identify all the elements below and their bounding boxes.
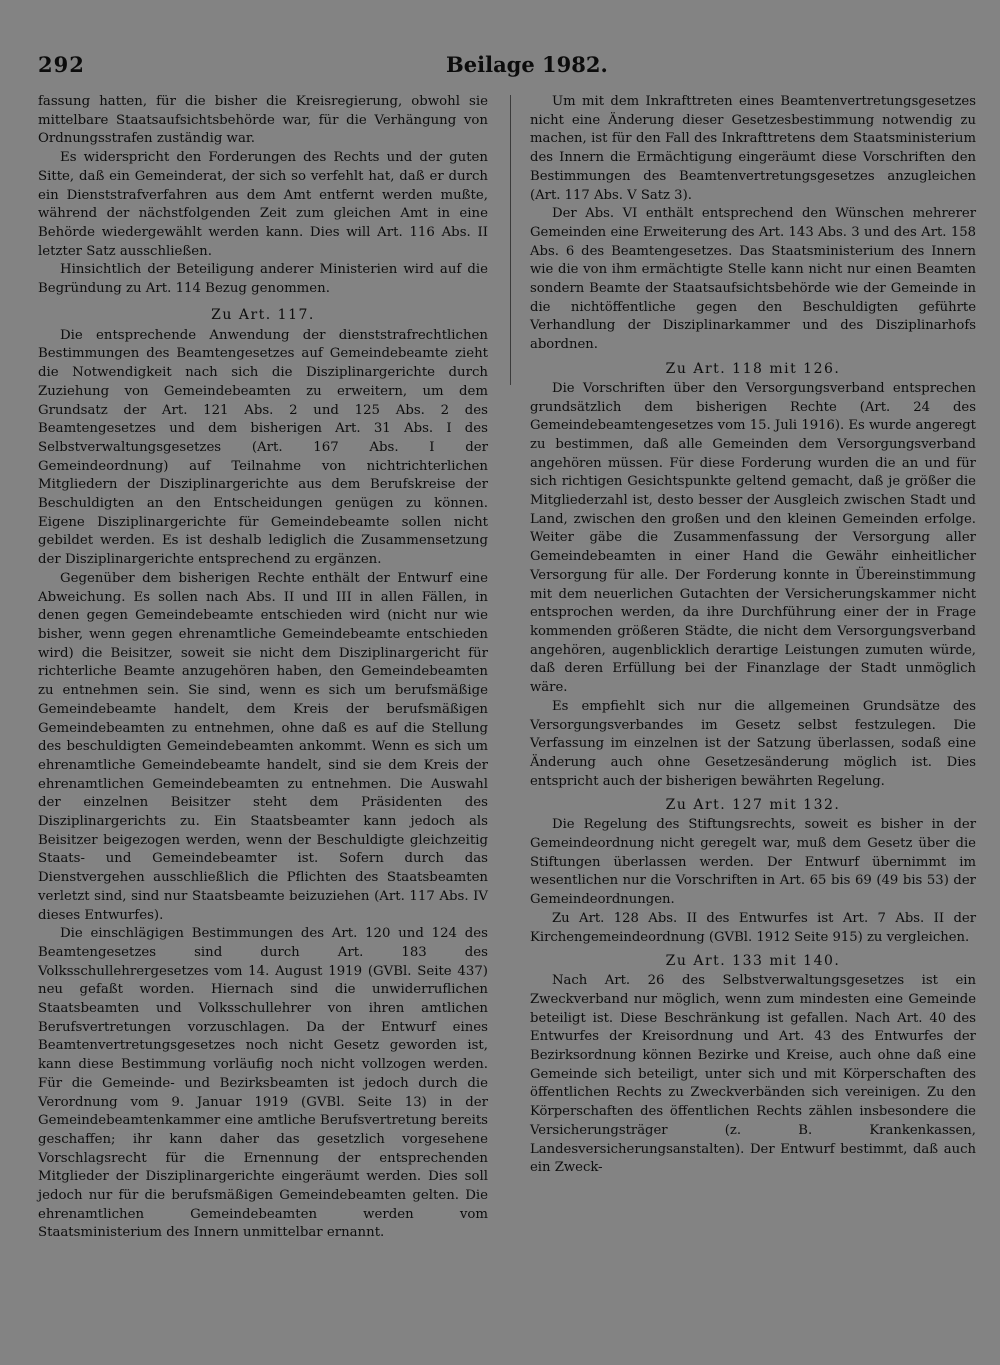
page-header	[38, 52, 968, 84]
section-heading: Zu Art. 133 mit 140.	[665, 953, 841, 970]
section-heading: Zu Art. 118 mit 126.	[665, 360, 841, 377]
paragraph: Die Vorschriften über den Versorgungsverband entsprechen grundsätzlich dem bisherigen Rechte (Art. 24 des Gemeindebeamtengesetzes vom 15. Juli 1916). Es wurde angeregt zu bestimmen, daß alle Gemeinden dem Versorgungsverband angehören müssen. Für diese Forderung wurden die an und für sich richtigen Gesichtspunkte geltend gemacht, daß je größer die Mitgliederzahl ist, desto besser der Ausgleich zwischen Stadt und Land, zwischen den großen und den kleinen Gemeinden erfolge. Weiter gäbe die Zusammenfassung der Versorgung aller Gemeindebeamten in einer Hand die Gewähr einheitlicher Versorgung für alle. Der Forderung konnte in Übereinstimmung mit dem neuerlichen Gutachten der Versicherungskammer nicht entsprochen werden, da ihre Durchführung einer der in Frage kommenden größeren Städte, die nicht dem Versorgungsverband angehören, augenblicklich derartige Leistungen zumuten würde, daß deren Erfüllung bei der Finanzlage der Stadt unmöglich wäre.	[530, 380, 976, 696]
paragraph: fassung hatten, für die bisher die Kreisregierung, obwohl sie mittelbare Staatsaufsichtsbehörde war, für die Verhängung von Ordnungsstrafen zuständig war.	[38, 94, 488, 147]
paragraph: Nach Art. 26 des Selbstverwaltungsgesetzes ist ein Zweckverband nur möglich, wenn zum mindesten eine Gemeinde beteiligt ist. Diese Beschränkung ist gefallen. Nach Art. 40 des Entwurfes der Kreisordnung und Art. 43 des Entwurfes der Bezirksordnung können Bezirke und Kreise, auch ohne daß eine Gemeinde sich beteiligt, unter sich und mit Körperschaften des öffentlichen Rechts zu Zweckverbänden sich vereinigen. Zu den Körperschaften des öffentlichen Rechts zählen insbesondere die Versicherungsträger (z. B. Krankenkassen, Landesversicherungsanstalten). Der Entwurf bestimmt, daß auch ein Zweck-	[530, 973, 976, 1176]
section-heading: Zu Art. 117.	[211, 306, 315, 323]
paragraph: Die einschlägigen Bestimmungen des Art. 120 und 124 des Beamtengesetzes sind durch Art. 183 des Volksschullehrergesetzes vom 14. August 1919 (GVBl. Seite 437) neu gefaßt worden. Hiernach sind die unwiderruflichen Staatsbeamten und Volksschullehrer von ihren amtlichen Berufsvertretungen vorzuschlagen. Da der Entwurf eines Beamtenvertretungsgesetzes noch nicht Gesetz geworden ist, kann diese Bestimmung vorläufig noch nicht vollzogen werden. Für die Gemeinde- und Bezirksbeamten ist jedoch durch die Verordnung vom 9. Januar 1919 (GVBl. Seite 13) in der Gemeindebeamtenkammer eine amtliche Berufsvertretung bereits geschaffen; ihr kann daher das gesetzlich vorgesehene Vorschlagsrecht für die Ernennung der entsprechenden Mitglieder der Disziplinargerichte eingeräumt werden. Dies soll jedoch nur für die berufsmäßigen Gemeindebeamten gelten. Die ehrenamtlichen Gemeindebeamten werden vom Staatsministerium des Innern unmittelbar ernannt.	[38, 926, 488, 1241]
section-heading: Zu Art. 127 mit 132.	[665, 797, 841, 814]
paragraph: Zu Art. 128 Abs. II des Entwurfes ist Art. 7 Abs. II der Kirchengemeindeordnung (GVBl. 1912 Seite 915) zu vergleichen.	[530, 910, 976, 945]
paragraph: Die entsprechende Anwendung der dienststrafrechtlichen Bestimmungen des Beamtengesetzes auf Gemeindebeamte zieht die Notwendigkeit nach sich die Disziplinargerichte durch Zuziehung von Gemeindebeamten zu erweitern, um dem Grundsatz der Art. 121 Abs. 2 und 125 Abs. 2 des Beamtengesetzes und dem bisherigen Art. 31 Abs. I des Selbstverwaltungsgesetzes (Art. 167 Abs. I der Gemeindeordnung) auf Teilnahme von nichtrichterlichen Mitgliedern der Disziplinargerichte aus dem Berufskreise der Beschuldigten an den Entscheidungen genügen zu können. Eigene Disziplinargerichte für Gemeindebeamte sollen nicht gebildet werden. Es ist deshalb lediglich die Zusammensetzung der Disziplinargerichte entsprechend zu ergänzen.	[38, 327, 488, 568]
paragraph: Die Regelung des Stiftungsrechts, soweit es bisher in der Gemeindeordnung nicht geregelt war, muß dem Gesetz über die Stiftungen überlassen werden. Der Entwurf übernimmt im wesentlichen nur die Vorschriften in Art. 65 bis 69 (49 bis 53) der Gemeindeordnungen.	[530, 817, 976, 908]
paragraph: Es empfiehlt sich nur die allgemeinen Grundsätze des Versorgungsverbandes im Gesetz selbst festzulegen. Die Verfassung im einzelnen ist der Satzung überlassen, sodaß eine Änderung auch ohne Gesetzesänderung möglich ist. Dies entspricht auch der bisherigen bewährten Regelung.	[530, 698, 976, 789]
paragraph: Gegenüber dem bisherigen Rechte enthält der Entwurf eine Abweichung. Es sollen nach Abs. II und III in allen Fällen, in denen gegen Gemeindebeamte entschieden wird (nicht nur wie bisher, wenn gegen ehrenamtliche Gemeindebeamte entschieden wird) die Beisitzer, soweit sie nicht dem Disziplinargericht für richterliche Beamte anzugehören haben, den Gemeindebeamten zu entnehmen sein. Sie sind, wenn es sich um berufsmäßige Gemeindebeamte handelt, dem Kreis der berufsmäßigen Gemeindebeamten zu entnehmen, ohne daß es auf die Stellung des beschuldigten Gemeindebeamten ankommt. Wenn es sich um ehrenamtliche Gemeindebeamte handelt, sind sie dem Kreis der ehrenamtlichen Gemeindebeamten zu entnehmen. Die Auswahl der einzelnen Beisitzer steht dem Präsidenten des Disziplinargerichts zu. Ein Staatsbeamter kann jedoch als Beisitzer beigezogen werden, wenn der Beschuldigte gleichzeitig Staats- und Gemeindebeamter ist. Sofern durch das Dienstvergehen ausschließlich die Pflichten des Staatsbeamten verletzt sind, sind nur Staatsbeamte beizuziehen (Art. 117 Abs. IV dieses Entwurfes).	[38, 570, 488, 923]
page-number: 292	[38, 52, 85, 77]
paragraph: Hinsichtlich der Beteiligung anderer Ministerien wird auf die Begründung zu Art. 114 Bezug genommen.	[38, 262, 488, 297]
left-column	[38, 93, 488, 1243]
right-column	[530, 93, 976, 1178]
paragraph: Es widerspricht den Forderungen des Rechts und der guten Sitte, daß ein Gemeinderat, der sich so verfehlt hat, daß er durch ein Dienststrafverfahren aus dem Amt entfernt werden mußte, während der nächstfolgenden Zeit zum gleichen Amt in eine Behörde wiedergewählt werden kann. Dies will Art. 116 Abs. II letzter Satz ausschließen.	[38, 150, 488, 259]
paragraph: Um mit dem Inkrafttreten eines Beamtenvertretungsgesetzes nicht eine Änderung dieser Gesetzesbestimmung notwendig zu machen, ist für den Fall des Inkrafttretens dem Staatsministerium des Innern die Ermächtigung eingeräumt diese Vorschriften den Bestimmungen des Beamtenvertretungsgesetzes anzugleichen (Art. 117 Abs. V Satz 3).	[530, 94, 976, 203]
column-divider	[510, 95, 511, 385]
page-title: Beilage 1982.	[446, 52, 608, 77]
paragraph: Der Abs. VI enthält entsprechend den Wünschen mehrerer Gemeinden eine Erweiterung des Art. 143 Abs. 3 und des Art. 158 Abs. 6 des Beamtengesetzes. Das Staatsministerium des Innern wie die von ihm ermächtigte Stelle kann nicht nur einen Beamten sondern Beamte der Staatsaufsichtsbehörde wie der Gemeinde in die nichtöffentliche gegen den Beschuldigten geführte Verhandlung der Disziplinarkammer und des Disziplinarhofs abordnen.	[530, 206, 976, 353]
